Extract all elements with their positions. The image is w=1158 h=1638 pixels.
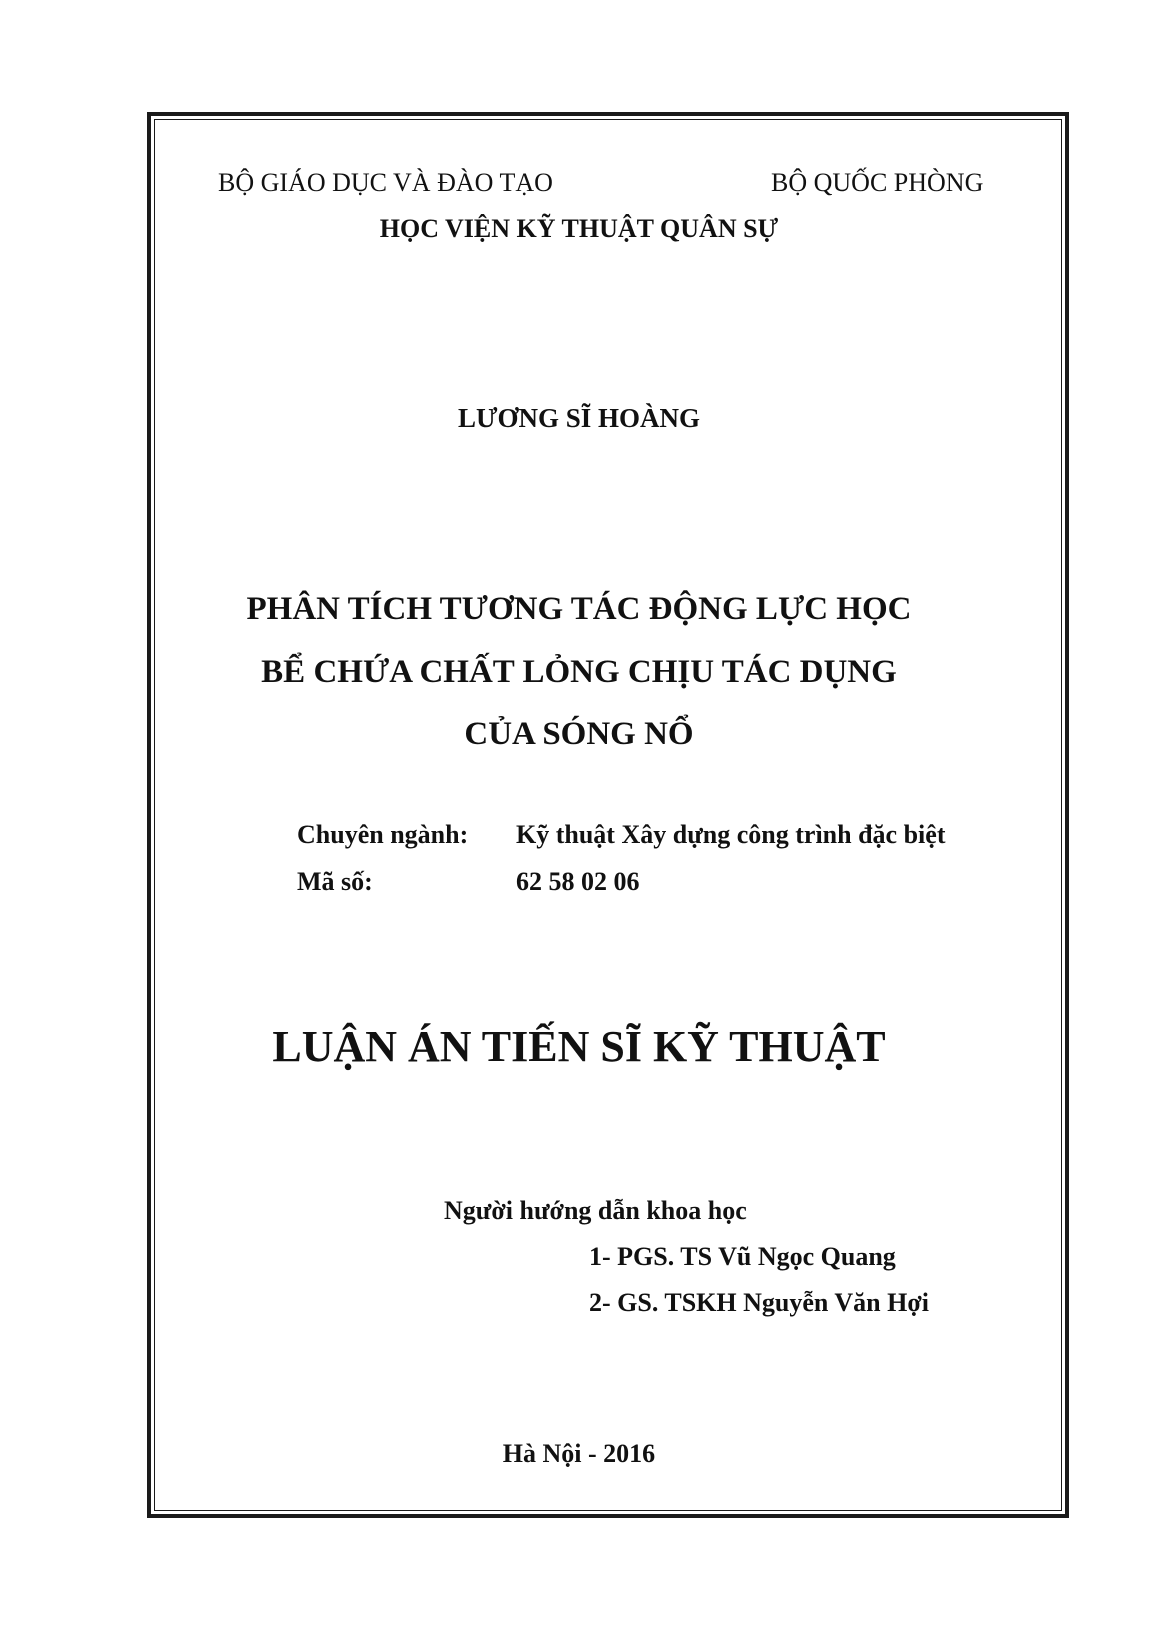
ministry-of-defense: BỘ QUỐC PHÒNG [771, 168, 984, 197]
author-name: LƯƠNG SĨ HOÀNG [457, 403, 701, 433]
specialization-value: Kỹ thuật Xây dựng công trình đặc biệt [516, 820, 946, 849]
degree-title: LUẬN ÁN TIẾN SĨ KỸ THUẬT [272, 1022, 886, 1071]
thesis-title-line: PHÂN TÍCH TƯƠNG TÁC ĐỘNG LỰC HỌC [246, 591, 912, 627]
code-value: 62 58 02 06 [516, 867, 640, 896]
thesis-title-line: BỂ CHỨA CHẤT LỎNG CHỊU TÁC DỤNG [261, 654, 897, 690]
advisor-item: 2- GS. TSKH Nguyễn Văn Hợi [589, 1288, 929, 1317]
specialization-label: Chuyên ngành: [297, 820, 469, 849]
advisors-heading: Người hướng dẫn khoa học [444, 1196, 747, 1225]
place-and-year: Hà Nội - 2016 [502, 1439, 656, 1468]
advisor-item: 1- PGS. TS Vũ Ngọc Quang [589, 1242, 896, 1271]
ministry-of-education: BỘ GIÁO DỤC VÀ ĐÀO TẠO [218, 168, 553, 197]
code-label: Mã số: [297, 867, 373, 896]
academy-name: HỌC VIỆN KỸ THUẬT QUÂN SỰ [379, 214, 779, 243]
thesis-title-line: CỦA SÓNG NỔ [464, 716, 694, 752]
